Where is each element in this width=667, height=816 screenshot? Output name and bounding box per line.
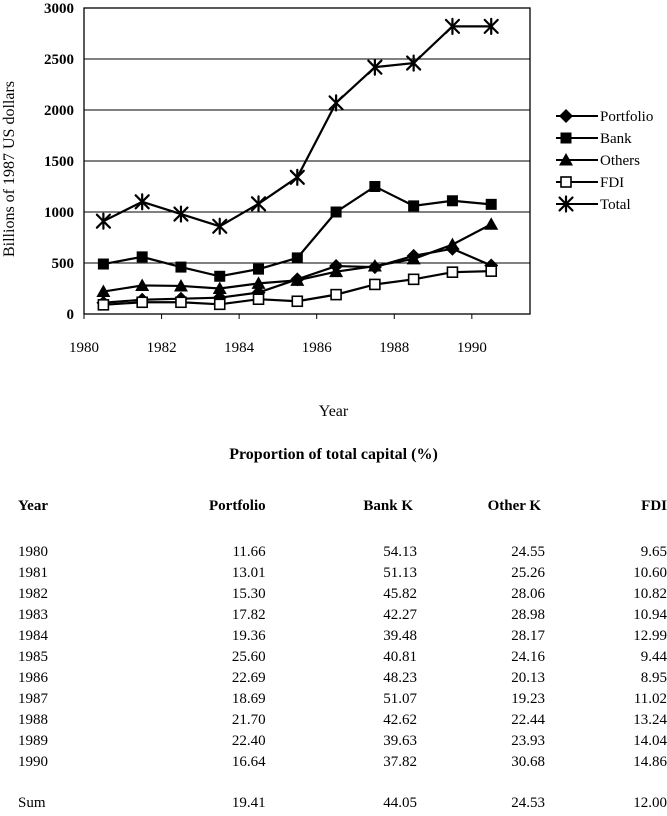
y-tick-label: 1000 [44, 205, 74, 221]
point-fdi [409, 274, 419, 284]
point-fdi [176, 297, 186, 307]
legend-label: Total [600, 197, 631, 213]
table-cell: 28.06 [511, 586, 546, 602]
legend-marker [561, 133, 572, 144]
y-tick-label: 3000 [44, 1, 74, 17]
table-cell: 12.99 [633, 628, 667, 644]
table-cell: 1989 [18, 733, 48, 749]
table-cell: 24.55 [511, 544, 546, 560]
legend-label: Others [600, 153, 640, 169]
legend-label: Bank [600, 131, 632, 147]
y-axis-label: Billions of 1987 US dollars [1, 80, 18, 258]
table-cell: 25.60 [231, 649, 266, 665]
table-cell: 1984 [18, 628, 48, 644]
table-sum-row [18, 793, 667, 814]
point-fdi [331, 290, 341, 300]
x-tick-label: 1990 [456, 340, 487, 356]
table-cell: 1986 [18, 670, 48, 686]
table-row [18, 626, 667, 647]
table-cell: 30.68 [511, 754, 546, 770]
table-cell: 54.13 [383, 544, 418, 560]
table-cell: 18.69 [231, 691, 266, 707]
point-others [445, 238, 459, 251]
header-fdi: FDI [641, 497, 667, 514]
table-cell: 9.44 [640, 649, 667, 665]
table-cell: 51.07 [383, 691, 418, 707]
point-total [174, 207, 187, 222]
table-cell: 11.66 [232, 544, 266, 560]
table-cell: 21.70 [231, 712, 266, 728]
table-row [18, 689, 667, 710]
point-bank [486, 199, 497, 210]
table-row [18, 584, 667, 605]
point-bank [98, 259, 109, 270]
table-cell: 10.94 [633, 607, 667, 623]
table-cell: 1980 [18, 544, 48, 560]
point-bank [292, 252, 303, 263]
table-cell: 1988 [18, 712, 48, 728]
table-cell: 28.98 [511, 607, 546, 623]
table-cell: 22.44 [511, 712, 546, 728]
table-cell: 22.69 [231, 670, 266, 686]
table-cell: 16.64 [231, 754, 266, 770]
point-others [484, 217, 498, 230]
point-total [136, 194, 149, 209]
table-cell: 19.36 [231, 628, 266, 644]
point-total [252, 196, 265, 211]
header-other: Other K [487, 497, 542, 514]
table-cell: 11.02 [633, 691, 667, 707]
table-cell: 1981 [18, 565, 48, 581]
table-row [18, 605, 667, 626]
x-tick-label: 1986 [301, 340, 332, 356]
table-cell: 12.00 [633, 795, 667, 811]
table-cell: 44.05 [383, 795, 418, 811]
table-row [18, 710, 667, 731]
legend-marker [561, 177, 571, 187]
table-cell: 8.95 [640, 670, 667, 686]
table-row [18, 668, 667, 689]
table-cell: 15.30 [231, 586, 266, 602]
table-cell: 14.86 [633, 754, 667, 770]
table-cell: 19.41 [231, 795, 266, 811]
x-tick-label: 1980 [69, 340, 99, 356]
legend-item-fdi [556, 175, 624, 191]
table-cell: 39.48 [383, 628, 418, 644]
y-tick-label: 0 [66, 307, 74, 323]
table-cell: 25.26 [511, 565, 546, 581]
point-total [97, 214, 110, 229]
table-cell: 48.23 [383, 670, 418, 686]
point-total [291, 170, 304, 185]
legend-label: FDI [600, 175, 625, 191]
x-tick-label: 1982 [146, 340, 177, 356]
table-cell: 17.82 [231, 607, 266, 623]
table-cell: 1985 [18, 649, 48, 665]
point-bank [175, 262, 186, 273]
table-row [18, 647, 667, 668]
table-cell: 9.65 [640, 544, 667, 560]
table-cell: 1983 [18, 607, 48, 623]
table-cell: 14.04 [633, 733, 667, 749]
table-row [18, 563, 667, 584]
point-fdi [254, 294, 264, 304]
table-row [18, 752, 667, 773]
line-chart [0, 0, 667, 400]
table-cell: 28.17 [511, 628, 546, 644]
legend-marker [559, 109, 573, 123]
point-total [330, 95, 343, 110]
point-fdi [215, 299, 225, 309]
table-title: Proportion of total capital (%) [229, 446, 438, 463]
legend-label: Portfolio [600, 109, 654, 125]
legend-item-total [556, 197, 631, 214]
point-bank [369, 181, 380, 192]
header-year: Year [18, 497, 48, 514]
x-axis-label: Year [318, 403, 349, 420]
table-cell: 19.23 [511, 691, 546, 707]
table-cell: 23.93 [511, 733, 546, 749]
legend-item-portfolio [556, 109, 653, 125]
table-cell: 1987 [18, 691, 48, 707]
point-fdi [486, 266, 496, 276]
series-line-total [103, 26, 491, 226]
x-tick-label: 1984 [224, 340, 255, 356]
table-row [18, 731, 667, 752]
header-bank: Bank K [363, 497, 414, 514]
table-cell: 37.82 [383, 754, 418, 770]
table-cell: 42.62 [383, 712, 418, 728]
proportion-table [18, 494, 667, 814]
y-tick-label: 500 [51, 256, 74, 272]
table-cell: 24.16 [511, 649, 546, 665]
table-cell: 1990 [18, 754, 48, 770]
header-portfolio: Portfolio [209, 497, 266, 514]
point-fdi [370, 279, 380, 289]
y-tick-label: 2000 [44, 103, 74, 119]
point-fdi [292, 296, 302, 306]
table-cell: 45.82 [383, 586, 418, 602]
table-cell: 51.13 [383, 565, 418, 581]
point-fdi [447, 267, 457, 277]
legend-item-bank [556, 131, 632, 147]
table-cell: Sum [18, 795, 46, 811]
table-cell: 13.01 [231, 565, 266, 581]
point-bank [447, 195, 458, 206]
table-cell: 39.63 [383, 733, 418, 749]
point-fdi [137, 297, 147, 307]
table-cell: 13.24 [633, 712, 667, 728]
x-tick-label: 1988 [379, 340, 410, 356]
table-cell: 42.27 [383, 607, 418, 623]
table-cell: 1982 [18, 586, 48, 602]
table-cell: 24.53 [511, 795, 546, 811]
table-row [18, 542, 667, 563]
table-header-row [18, 494, 667, 518]
point-bank [253, 264, 264, 275]
point-bank [331, 207, 342, 218]
y-tick-label: 1500 [44, 154, 74, 170]
table-cell: 20.13 [511, 670, 546, 686]
point-bank [214, 271, 225, 282]
point-fdi [98, 300, 108, 310]
point-bank [408, 200, 419, 211]
point-bank [137, 251, 148, 262]
point-total [213, 219, 226, 234]
table-cell: 10.60 [633, 565, 667, 581]
y-tick-label: 2500 [44, 52, 74, 68]
table-cell: 10.82 [633, 586, 667, 602]
table-cell: 22.40 [231, 733, 266, 749]
table-cell: 40.81 [383, 649, 418, 665]
legend-item-others [556, 153, 640, 169]
